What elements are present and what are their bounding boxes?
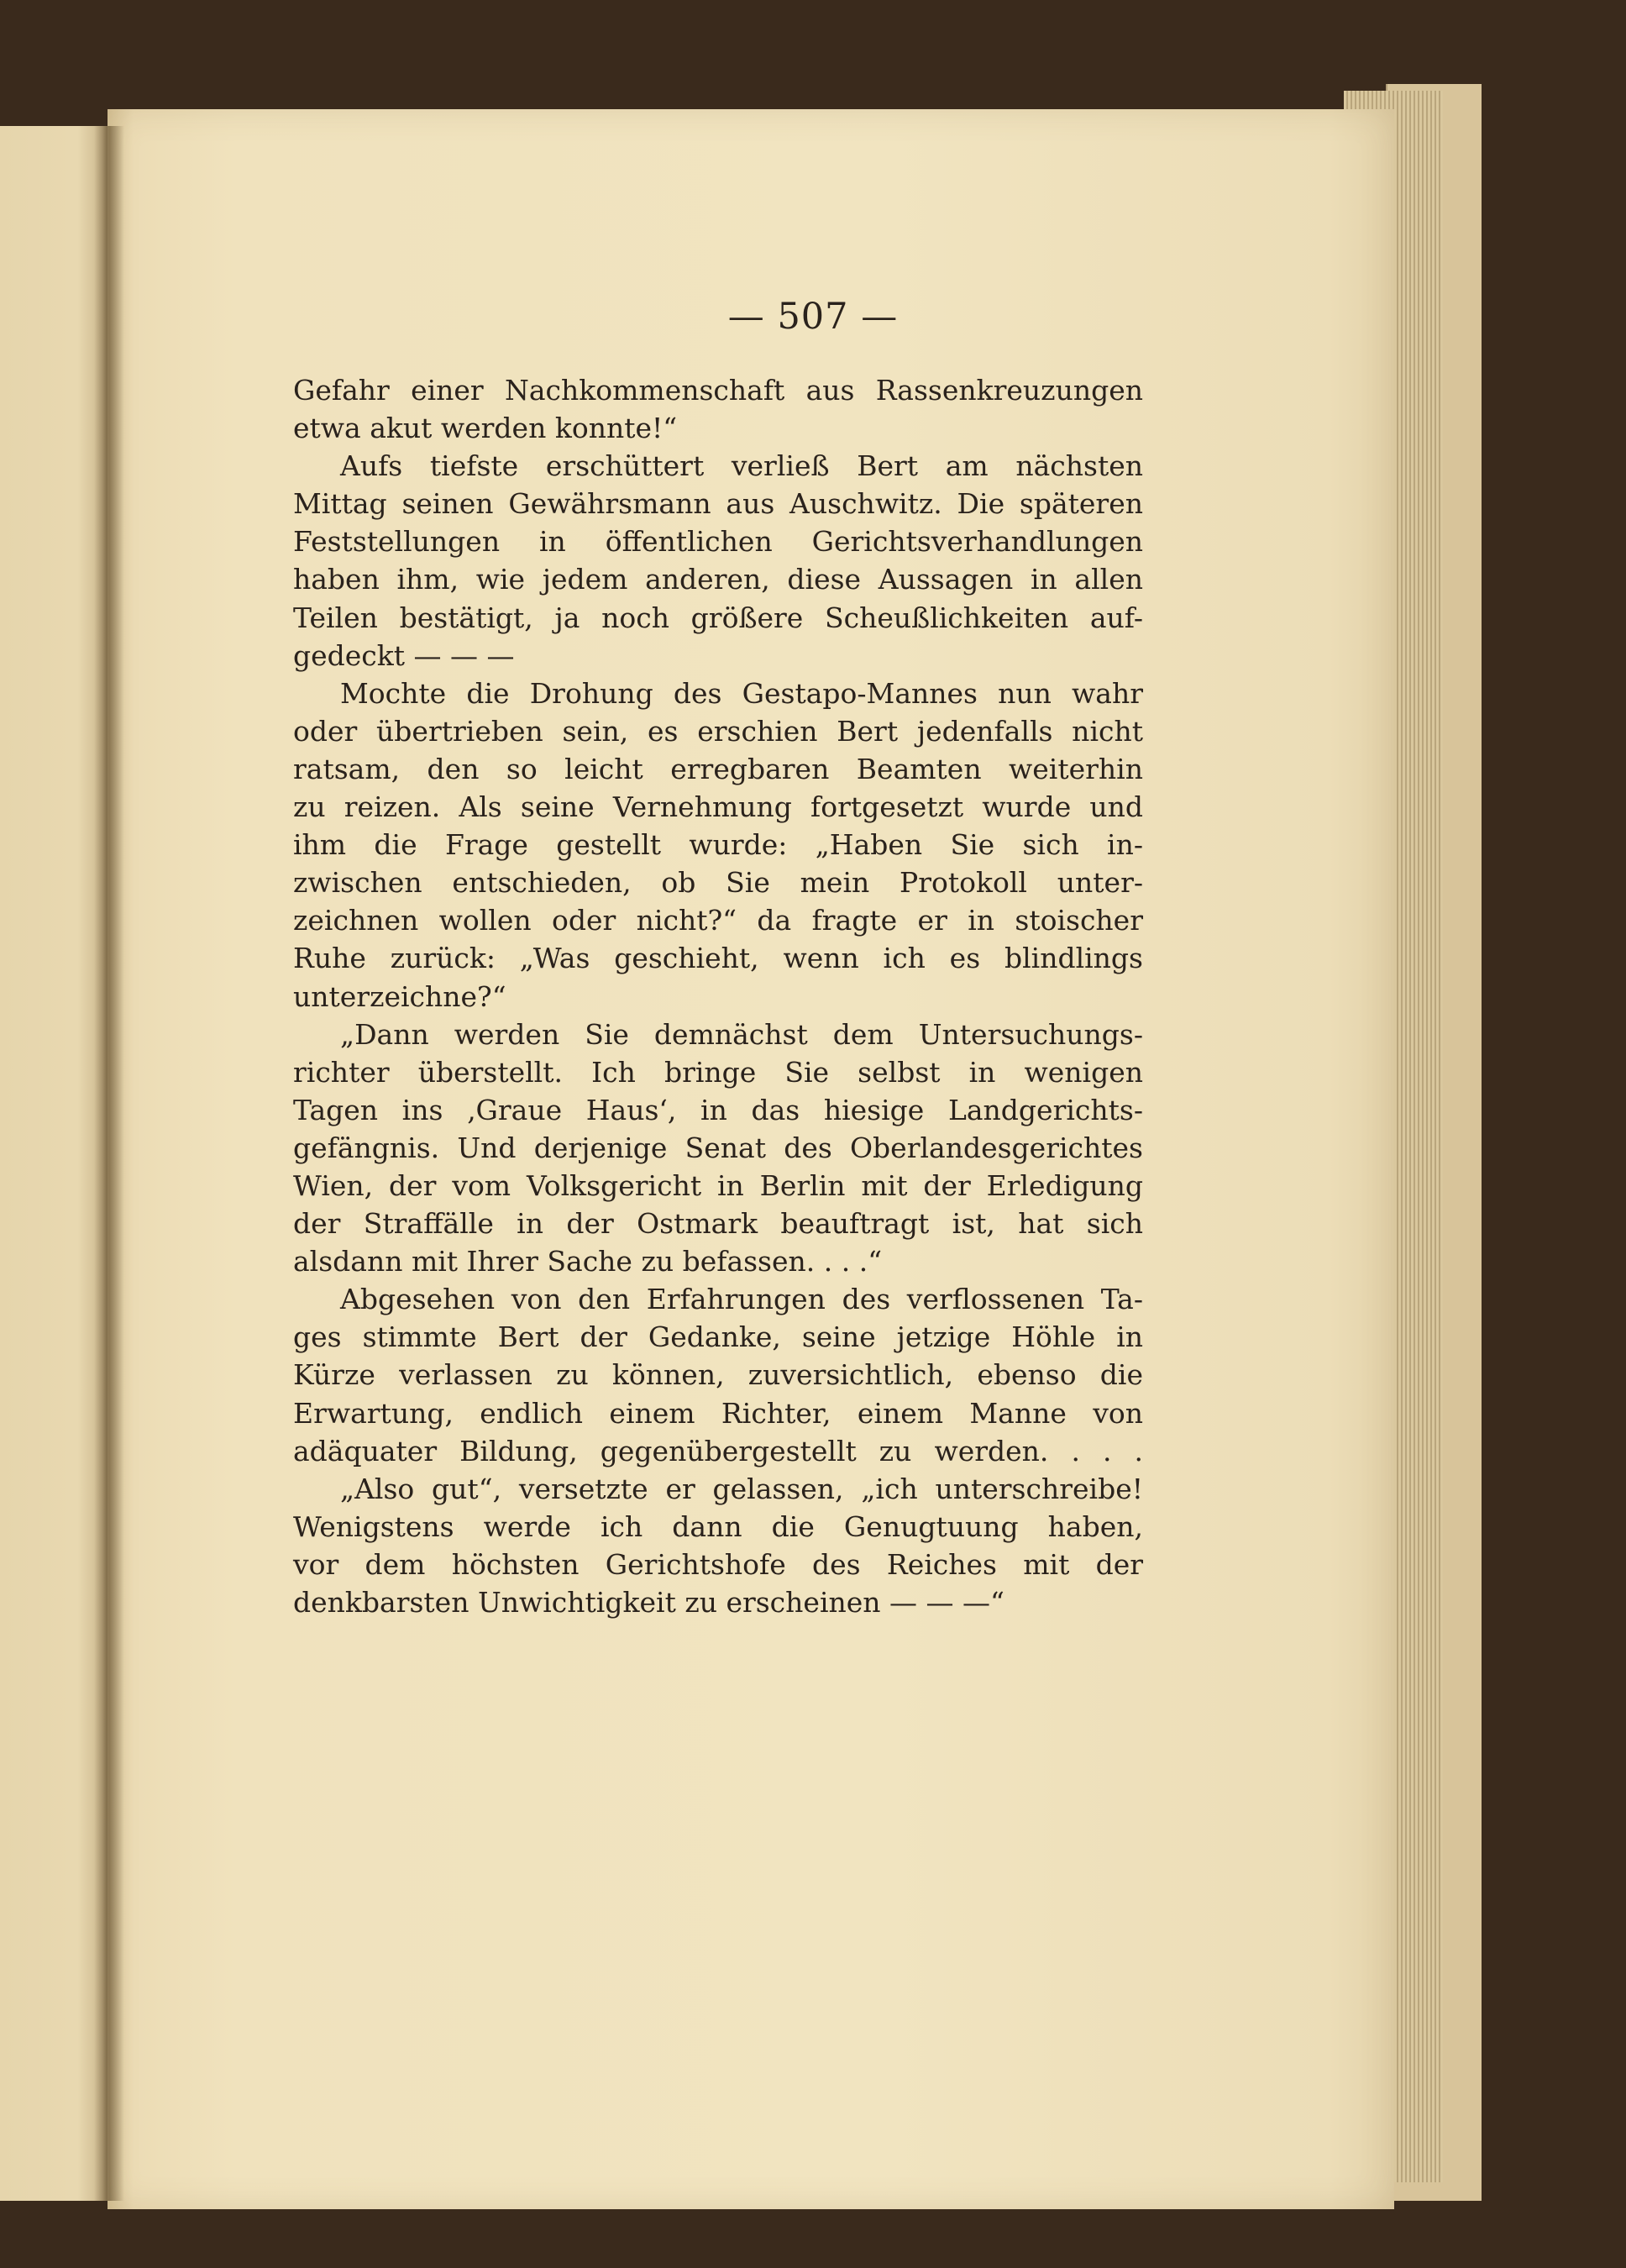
text-line: „Also gut“, versetzte er gelassen, „ich unterschreibe! [340, 1472, 1143, 1505]
text-line: zwischen entschieden, ob Sie mein Protokoll unter- [293, 866, 1143, 900]
text-line: zu reizen. Als seine Vernehmung fortgesetzt wurde und [293, 790, 1143, 824]
text-line: Abgesehen von den Erfahrungen des verflossenen Ta- [340, 1283, 1143, 1316]
text-line: haben ihm, wie jedem anderen, diese Aussagen in allen [293, 563, 1143, 596]
text-line: Wenigstens werde ich dann die Genugtuung haben, [293, 1509, 1143, 1543]
text-line: vor dem höchsten Gerichtshofe des Reiches mit der [293, 1547, 1143, 1581]
text-line: Ruhe zurück: „Was geschieht, wenn ich es blindlings [293, 942, 1143, 975]
text-line: Gefahr einer Nachkommenschaft aus Rassenkreuzungen [293, 374, 1143, 407]
text-line: zeichnen wollen oder nicht?“ da fragte er in stoischer [293, 904, 1143, 937]
text-line: denkbarsten Unwichtigkeit zu erscheinen — — —“ [293, 1586, 1004, 1619]
text-line: ihm die Frage gestellt wurde: „Haben Sie sich in- [293, 828, 1143, 862]
text-line: etwa akut werden konnte!“ [293, 412, 678, 445]
text-line: adäquater Bildung, gegenübergestellt zu werden. . . . [293, 1434, 1143, 1467]
text-line: Wien, der vom Volksgericht in Berlin mit der Erledigung [293, 1168, 1143, 1202]
body-text [293, 371, 1143, 1621]
text-line: Mittag seinen Gewährsmann aus Auschwitz. Die späteren [293, 487, 1143, 521]
text-line: richter überstellt. Ich bringe Sie selbst in wenigen [293, 1055, 1143, 1089]
text-line: der Straffälle in der Ostmark beauftragt ist, hat sich [293, 1207, 1143, 1241]
text-line: gefängnis. Und derjenige Senat des Oberlandesgerichtes [293, 1131, 1143, 1164]
text-line: oder übertrieben sein, es erschien Bert jedenfalls nicht [293, 714, 1143, 748]
text-line: ratsam, den so leicht erregbaren Beamten weiterhin [293, 752, 1143, 785]
text-line: unterzeichne?“ [293, 979, 506, 1013]
text-line: „Dann werden Sie demnächst dem Untersuchungs- [340, 1017, 1143, 1051]
text-line: Tagen ins ‚Graue Haus‘, in das hiesige Landgerichts- [293, 1093, 1143, 1126]
text-line: Feststellungen in öffentlichen Gerichtsverhandlungen [293, 525, 1143, 559]
text-line: gedeckt — — — [293, 638, 515, 672]
binding-shadow [94, 126, 124, 2201]
page-number: — 507 — [727, 296, 899, 338]
text-line: Teilen bestätigt, ja noch größere Scheußlichkeiten auf- [293, 601, 1143, 634]
text-line: Kürze verlassen zu können, zuversichtlich, ebenso die [293, 1358, 1143, 1392]
text-line: Aufs tiefste erschüttert verließ Bert am nächsten [340, 449, 1143, 483]
text-line: alsdann mit Ihrer Sache zu befassen. . . .“ [293, 1245, 883, 1278]
text-line: Erwartung, endlich einem Richter, einem Manne von [293, 1396, 1143, 1430]
text-line: ges stimmte Bert der Gedanke, seine jetzige Höhle in [293, 1320, 1143, 1354]
text-line: Mochte die Drohung des Gestapo-Mannes nun wahr [340, 676, 1143, 710]
